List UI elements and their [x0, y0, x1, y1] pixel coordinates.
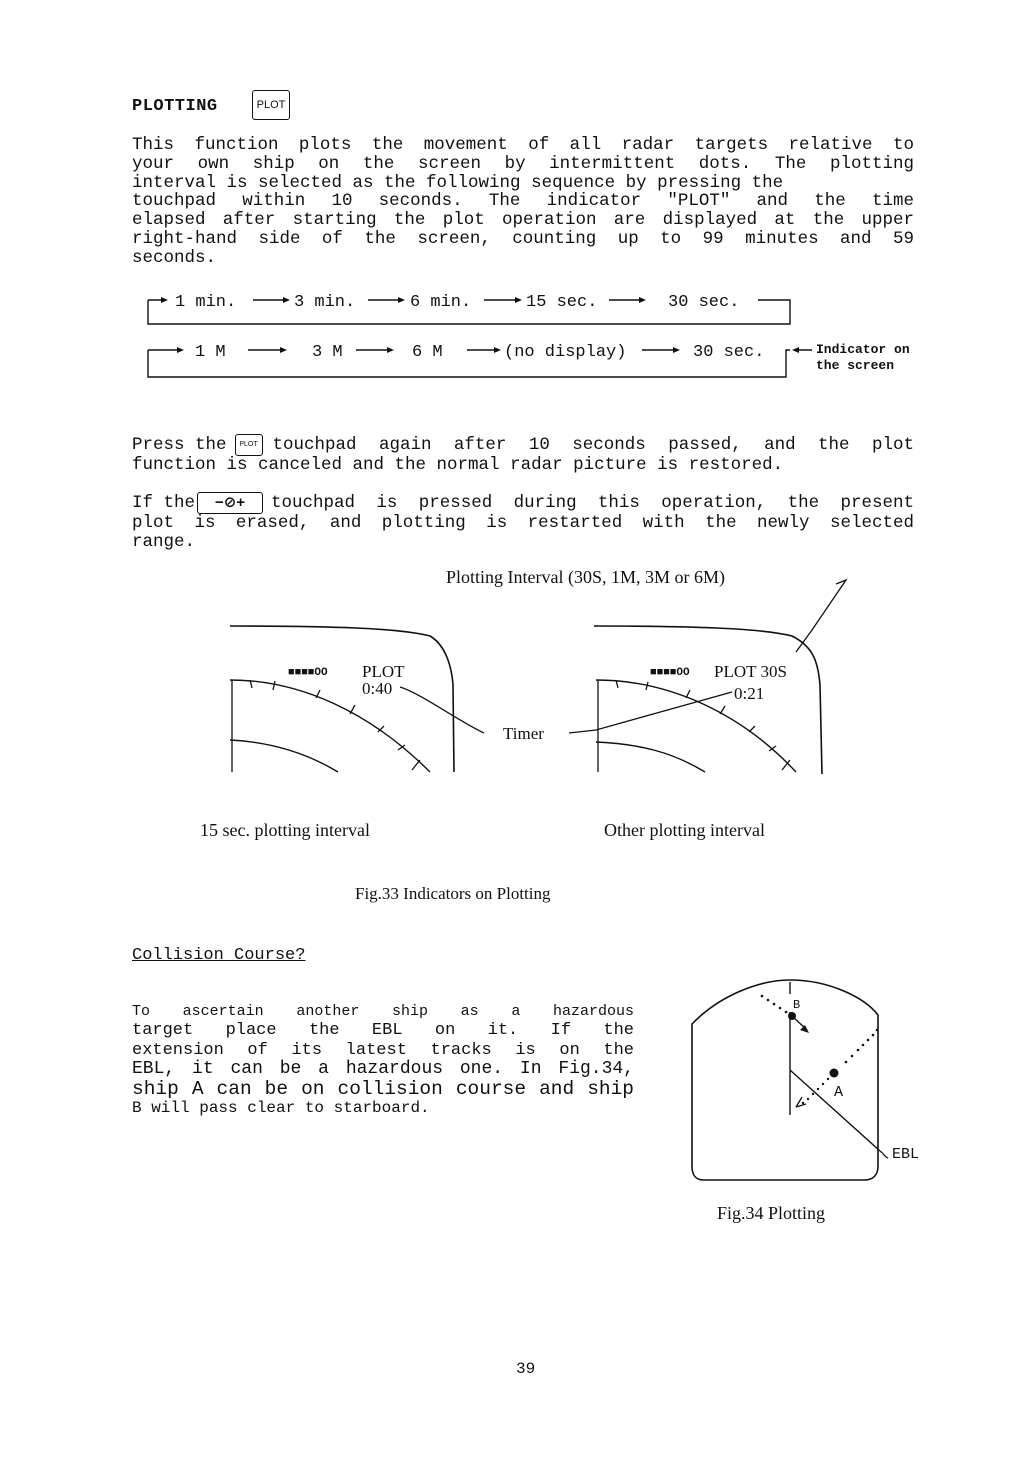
indicator-note-line1: Indicator on [816, 342, 910, 357]
range-key-paragraph [132, 492, 914, 552]
collision-course-heading: Collision Course? [132, 946, 306, 965]
interval-6min: 6 min. [410, 293, 472, 312]
indicator-6m: 6 M [412, 343, 443, 362]
plotting-interval-leader [796, 580, 846, 652]
ship-b-label: B [793, 998, 801, 1012]
plot-key-icon: PLOT [235, 434, 263, 456]
page-number: 39 [516, 1360, 536, 1378]
interval-30sec: 30 sec. [668, 293, 740, 312]
text-line: This function plots the movement of all radar targets relative to [132, 135, 914, 155]
range-ring-outer [230, 680, 430, 772]
text-line [132, 434, 914, 456]
arrow-head [398, 297, 405, 303]
left-time: 0:40 [362, 679, 393, 698]
interval-sequence-diagram [0, 280, 1032, 390]
right-time: 0:21 [734, 684, 765, 703]
text-line: B will pass clear to starboard. [132, 1099, 430, 1118]
ship-a-label: A [834, 1084, 844, 1101]
arrow-head [494, 347, 501, 353]
arrow-head [515, 297, 522, 303]
indicator-30sec: 30 sec. [693, 343, 765, 362]
ship-a-marker [830, 1069, 839, 1078]
plotting-interval-label: Plotting Interval (30S, 1M, 3M or 6M) [446, 567, 725, 587]
arrow-head [639, 297, 646, 303]
text-line: plot is erased, and plotting is restarted with the newly selected [132, 513, 914, 533]
arrow-head [387, 347, 394, 353]
fig33-plotting-indicators [0, 560, 1032, 910]
text-line: right-hand side of the screen, counting up to 99 minutes and 59 [132, 228, 914, 249]
right-plot-dots: ■■■■OO [650, 667, 690, 679]
text-line: ship A can be on collision course and ship [132, 1077, 634, 1100]
collision-course-paragraph [132, 1002, 634, 1118]
ship-a-track [845, 1029, 879, 1064]
arrow-head [283, 297, 290, 303]
text-line: function is canceled and the normal radar picture is restored. [132, 455, 784, 475]
plotting-intro-paragraph [132, 136, 914, 268]
arrow-head [280, 347, 287, 353]
indicator-note-line2: the screen [816, 358, 895, 373]
range-key-icon: −⊘+ [197, 492, 263, 514]
right-caption: Other plotting interval [604, 820, 765, 840]
indicator-3m: 3 M [312, 343, 343, 362]
left-radar-screen [230, 626, 484, 772]
interval-15sec: 15 sec. [526, 293, 598, 312]
radar-screen-outline [692, 980, 878, 1180]
range-ring-ticks [250, 680, 420, 770]
note-arrow-head [792, 347, 799, 353]
indicator-no-display: (no display) [504, 343, 627, 362]
fig33-caption: Fig.33 Indicators on Plotting [355, 884, 551, 903]
left-plot-label: PLOT [362, 662, 405, 681]
ship-b-track [761, 995, 788, 1014]
section-heading-plotting: PLOTTING [132, 97, 218, 116]
range-ring-outer [596, 680, 796, 772]
ebl-label: EBL [892, 1146, 920, 1163]
text-segment: Press the [132, 434, 227, 455]
arrow-head [161, 297, 168, 303]
ebl-line [790, 1070, 880, 1151]
timer-leader-right [569, 692, 732, 733]
text-line: your own ship on the screen by intermittent dots. The plotting [132, 153, 914, 174]
timer-label: Timer [503, 724, 544, 743]
text-line: EBL, it can be a hazardous one. In Fig.34, [132, 1059, 634, 1080]
left-caption: 15 sec. plotting interval [200, 820, 370, 840]
text-line: range. [132, 531, 196, 552]
text-segment: touchpad again after 10 seconds passed, and the plot [272, 434, 914, 455]
fig34-caption: Fig.34 Plotting [717, 1203, 826, 1223]
text-line: extension of its latest tracks is on the [132, 1040, 634, 1060]
text-line: elapsed after starting the plot operation are displayed at the upper [132, 210, 914, 231]
text-line: touchpad within 10 seconds. The indicator "PLOT" and the time [132, 191, 914, 212]
text-line [132, 492, 914, 514]
plot-key-icon: PLOT [252, 90, 290, 120]
text-segment: touchpad is pressed during this operation, the present [271, 492, 914, 513]
interval-3min: 3 min. [294, 293, 356, 312]
screen-frame [594, 626, 822, 774]
text-line: To ascertain another ship as a hazardous [132, 1003, 634, 1020]
text-segment: If the [132, 492, 196, 513]
fig34-collision-plot [680, 970, 940, 1230]
arrow-head [673, 347, 680, 353]
right-plot-label: PLOT 30S [714, 662, 787, 681]
range-ring-inner [596, 742, 705, 772]
timer-leader-left [400, 687, 484, 733]
ship-a-vector [802, 1078, 829, 1104]
ship-a-arrow-head [796, 1097, 806, 1107]
press-again-paragraph [132, 434, 914, 475]
range-ring-inner [230, 740, 338, 772]
arrow-head [177, 347, 184, 353]
screen-frame [230, 626, 454, 772]
left-plot-dots: ■■■■OO [288, 667, 328, 679]
text-line: seconds. [132, 247, 217, 268]
right-radar-screen [569, 626, 822, 774]
interval-1min: 1 min. [175, 293, 237, 312]
ship-b-arrow-head [800, 1025, 809, 1033]
text-line: target place the EBL on it. If the [132, 1021, 634, 1041]
indicator-1m: 1 M [195, 343, 226, 362]
ebl-leader [880, 1151, 888, 1158]
text-line: interval is selected as the following sequence by pressing the [132, 172, 784, 193]
